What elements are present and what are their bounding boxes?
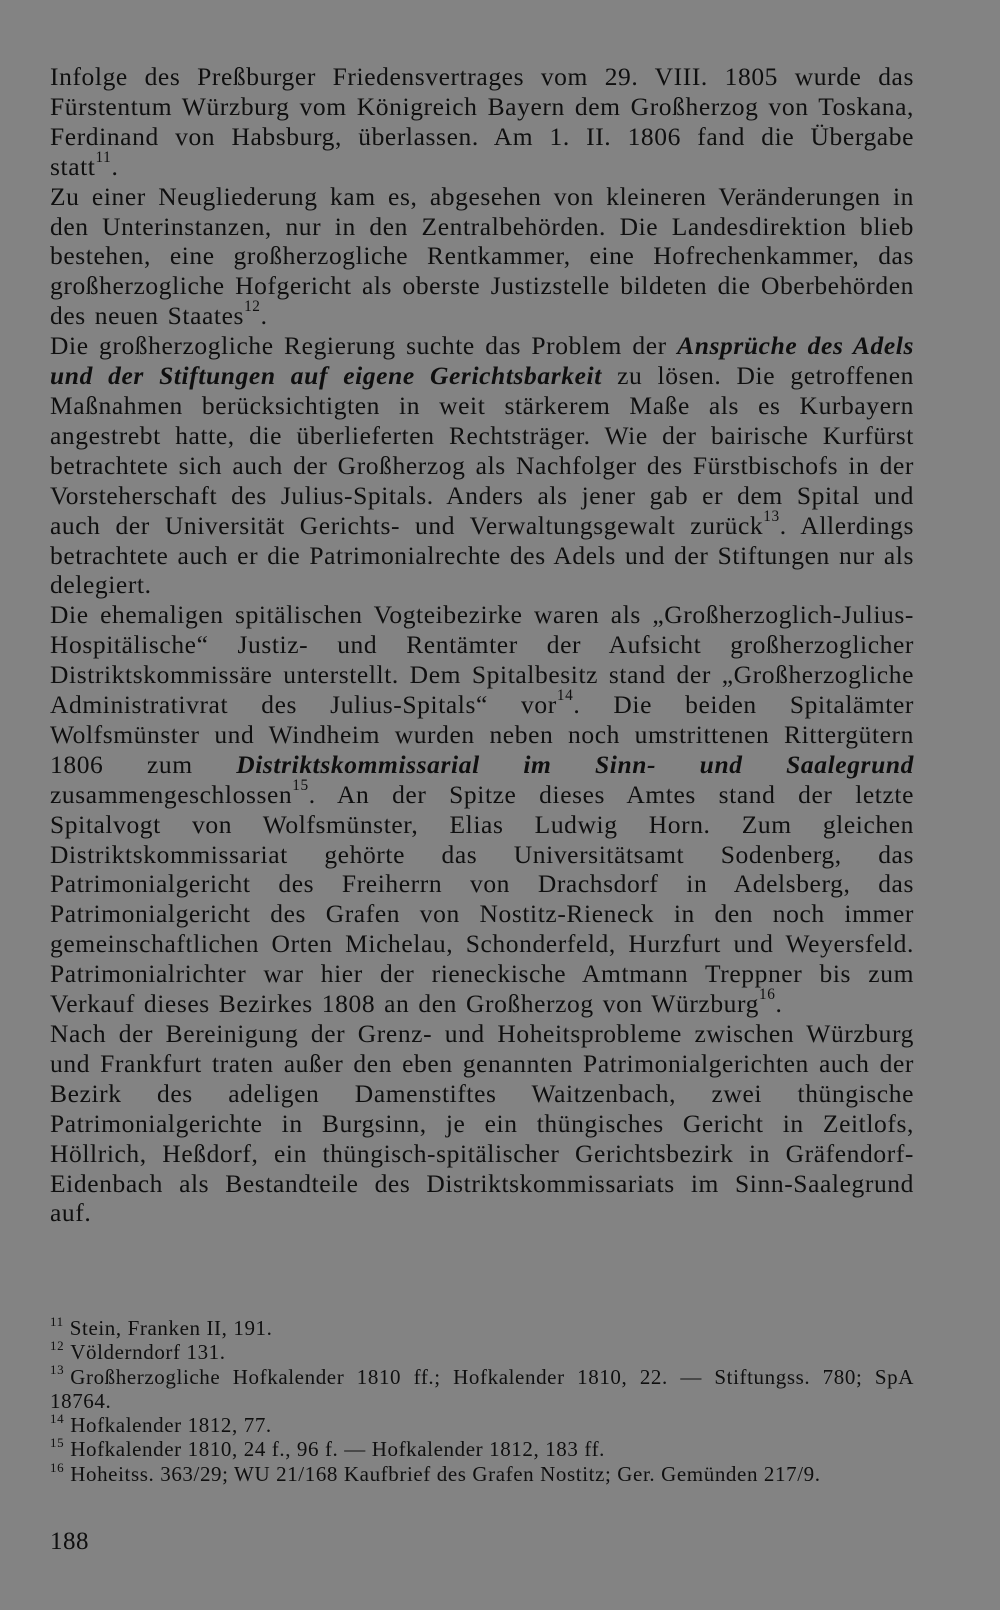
- footnote-ref[interactable]: 11: [95, 148, 112, 166]
- footnote: $^{14}$ Hofkalender 1812, 77.: [50, 1411, 272, 1438]
- paragraph: Zu einer Neugliederung kam es, abgesehen von kleineren Veränderungen in den Unterinstanzen, nur in den Zentralbehörden. Die Landesdirektion blieb bestehen, eine großherzogliche Rentkammer, eine Hofrechenkammer, das großherzogliche Hofgericht als oberste Justizstelle bildeten die Oberbehörden des neuen Staates$^{12}$.: [50, 181, 914, 331]
- footnote-number: 13: [50, 1362, 65, 1378]
- footnote-ref[interactable]: 12: [244, 298, 261, 316]
- footnote: $^{11}$ Stein, Franken II, 191.: [50, 1313, 273, 1340]
- paragraph: Die ehemaligen spitälischen Vogteibezirke waren als „Großherzoglich-Julius-Hospitälische“ Justiz- und Rentämter der Aufsicht großherzoglicher Distriktskommissäre unterstellt. Dem Spitalbesitz stand der „Großherzogliche Administrativrat des Julius-Spitals“ vor$^{14}$. Die beiden Spitalämter Wolfsmünster und Windheim wurden neben noch umstrittenen Rittergütern 1806 zum Distriktskommissarial im Sinn- und Saalegrund zusammengeschlossen$^{15}$. An der Spitze dieses Amtes stand der letzte Spitalvogt von Wolfsmünster, Elias Ludwig Horn. Zum gleichen Distriktskommissariat gehörte das Universitätsamt Sodenberg, das Patrimonialgericht des Freiherrn von Drachsdorf in Adelsberg, das Patrimonialgericht des Grafen von Nostitz-Rieneck in den noch immer gemeinschaftlichen Orten Michelau, Schonderfeld, Hurzfurt und Weyersfeld. Patrimonialrichter war hier der rieneckische Amtmann Treppner bis zum Verkauf dieses Bezirkes 1808 an den Großherzog von Würzburg$^{16}$.: [50, 600, 914, 1019]
- paragraph: Die großherzogliche Regierung suchte das Problem der Ansprüche des Adels und der Stiftungen auf eigene Gerichtsbarkeit zu lösen. Die getroffenen Maßnahmen berücksichtigten in weit stärkerem Maße als es Kurbayern angestrebt hatte, die überlieferten Rechtsträger. Wie der bairische Kurfürst betrachtete sich auch der Großherzog als Nachfolger des Fürstbischofs in der Vorsteherschaft des Julius-Spitals. Anders als jener gab er dem Spital und auch der Universität Gerichts- und Verwaltungsgewalt zurück$^{13}$. Allerdings betrachtete auch er die Patrimonialrechte des Adels und der Stiftungen nur als delegiert.: [50, 331, 915, 600]
- footnote-number: 14: [50, 1411, 65, 1427]
- emphasized-phrase: Ansprüche des Adels und der Stiftungen auf eigene Gerichtsbarkeit: [50, 331, 914, 391]
- footnote-ref[interactable]: 15: [292, 776, 309, 794]
- footnote-number: 16: [50, 1459, 65, 1475]
- footnote-ref[interactable]: 16: [759, 986, 776, 1004]
- footnote: $^{16}$ Hoheitss. 363/29; WU 21/168 Kaufbrief des Grafen Nostitz; Ger. Gemünden 217/9.: [50, 1459, 821, 1486]
- footnote-number: 11: [50, 1313, 64, 1329]
- footnote: $^{13}$ Großherzogliche Hofkalender 1810 ff.; Hofkalender 1810, 22. — Stiftungss. 780; SpA 18764.: [50, 1362, 914, 1413]
- footnote: $^{15}$ Hofkalender 1810, 24 f., 96 f. — Hofkalender 1812, 183 ff.: [50, 1435, 606, 1462]
- paragraph: Infolge des Preßburger Friedensvertrages vom 29. VIII. 1805 wurde das Fürstentum Würzburg vom Königreich Bayern dem Großherzog von Toskana, Ferdinand von Habsburg, überlassen. Am 1. II. 1806 fand die Übergabe statt$^{11}$.: [50, 62, 914, 181]
- paragraph: Nach der Bereinigung der Grenz- und Hoheitsprobleme zwischen Würzburg und Frankfurt traten außer den eben genannten Patrimonialgerichten auch der Bezirk des adeligen Damenstiftes Waitzenbach, zwei thüngische Patrimonialgerichte in Burgsinn, je ein thüngisches Gericht in Zeitlofs, Höllrich, Heßdorf, ein thüngisch-spitälischer Gerichtsbezirk in Gräfendorf-Eidenbach als Bestandteile des Distriktskommissariats im Sinn-Saalegrund auf.: [50, 1019, 914, 1228]
- footnote: $^{12}$ Völderndorf 131.: [50, 1338, 226, 1365]
- footnote-ref[interactable]: 14: [556, 687, 574, 705]
- page-number: 188: [50, 1528, 89, 1555]
- footnotes: [50, 1313, 914, 1486]
- body-text: [50, 62, 914, 1228]
- footnote-number: 12: [50, 1338, 65, 1354]
- emphasized-phrase: Distriktskommissarial im Sinn- und Saalegrund: [236, 749, 914, 779]
- footnote-ref[interactable]: 13: [763, 507, 780, 525]
- footnote-number: 15: [50, 1435, 65, 1451]
